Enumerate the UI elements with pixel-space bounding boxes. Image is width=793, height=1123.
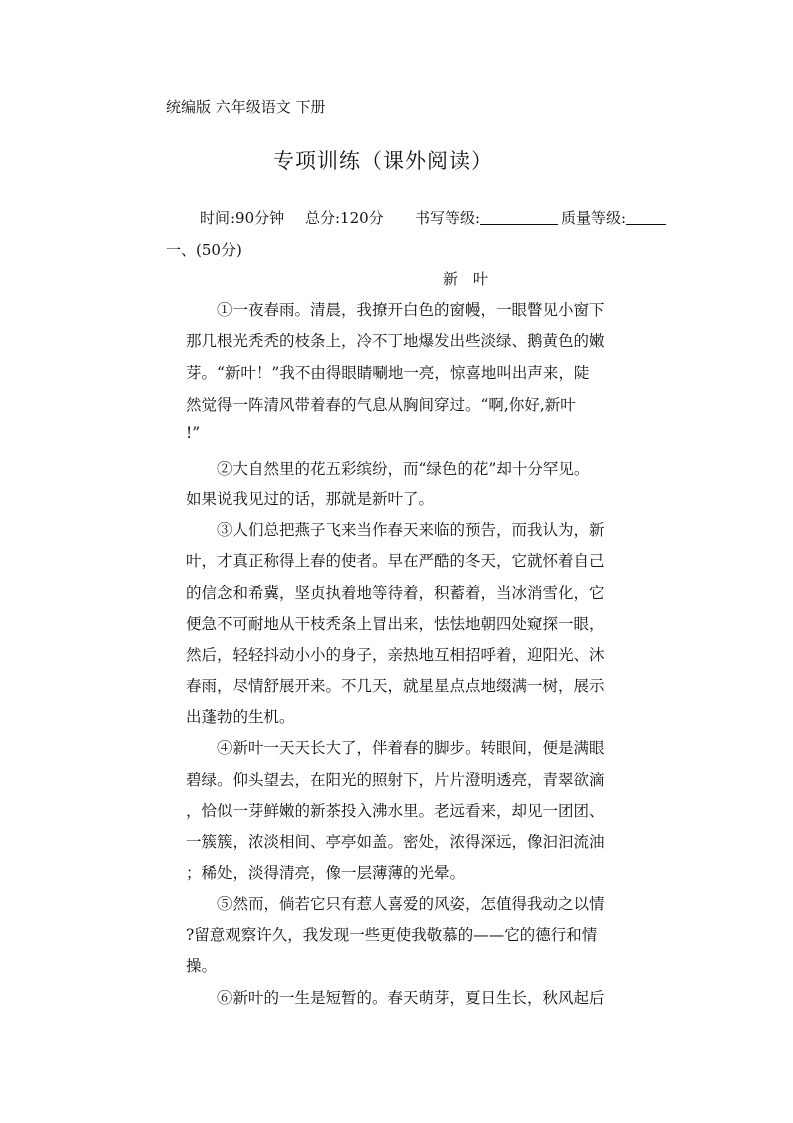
passage-line: ⑤然而，倘若它只有惹人喜爱的风姿，怎值得我动之以情: [186, 895, 605, 913]
passage-line: 然后，轻轻抖动小小的身子，亲热地互相招呼着，迎阳光、沐: [186, 646, 605, 664]
section-heading: 一、(50分): [166, 241, 242, 259]
passage-line: 操。: [186, 957, 218, 975]
quality-grade-label: 质量等级:: [561, 209, 627, 227]
passage-line: ，恰似一芽鲜嫩的新茶投入沸水里。老远看来，却见一团团、: [186, 802, 605, 820]
passage-line: 那几根光秃秃的枝条上，冷不丁地爆发出些淡绿、鹅黄色的嫩: [186, 332, 605, 350]
passage-line: !”: [186, 424, 201, 442]
passage-title: 新 叶: [443, 270, 489, 288]
writing-grade: [415, 207, 558, 228]
total-score: 总分:120分: [305, 209, 384, 227]
passage-line: 芽。“新叶！”我不由得眼睛唰地一亮，惊喜地叫出声来，陡: [186, 364, 590, 382]
document-header: 统编版 六年级语文 下册: [166, 98, 326, 116]
passage-line: ①一夜春雨。清晨，我撩开白色的窗幔，一眼瞥见小窗下: [186, 301, 605, 319]
passage-line: 出蓬勃的生机。: [186, 708, 295, 726]
time-limit: 时间:90分钟: [200, 209, 285, 227]
page-title: 专项训练（课外阅读）: [273, 149, 493, 173]
passage-line: ；稀处，淡得清亮，像一层薄薄的光晕。: [186, 864, 466, 882]
passage-line: 然觉得一阵清风带着春的气息从胸间穿过。“啊,你好,新叶: [186, 396, 576, 414]
passage-line: ⑥新叶的一生是短暂的。春天萌芽，夏日生长，秋风起后: [186, 989, 605, 1007]
passage-line: ②大自然里的花五彩缤纷，而“绿色的花”却十分罕见。: [186, 460, 590, 478]
passage-line: ③人们总把燕子飞来当作春天来临的预告，而我认为，新: [186, 521, 605, 539]
writing-grade-label: 书写等级:: [415, 209, 481, 227]
passage-line: 一簇簇，浓淡相间、亭亭如盖。密处，浓得深远，像汩汩流油: [186, 833, 605, 851]
writing-grade-blank[interactable]: [480, 208, 558, 225]
passage-line: 碧绿。仰头望去，在阳光的照射下，片片澄明透亮，青翠欲滴: [186, 771, 605, 789]
passage-line: 便急不可耐地从干枝秃条上冒出来，怯怯地朝四处窥探一眼，: [186, 615, 605, 633]
quality-grade: [561, 207, 666, 228]
passage-line: 春雨，尽情舒展开来。不几天，就星星点点地缀满一树，展示: [186, 677, 605, 695]
passage-line: 叶，才真正称得上春的使者。早在严酷的冬天，它就怀着自己: [186, 552, 605, 570]
passage-line: ④新叶一天天长大了，伴着春的脚步。转眼间，便是满眼: [186, 739, 605, 757]
quality-grade-blank[interactable]: [626, 208, 666, 225]
passage-line: ?留意观察许久，我发现一些更使我敬慕的——它的德行和情: [186, 926, 598, 944]
passage-line: 的信念和希冀，坚贞执着地等待着，积蓄着，当冰消雪化，它: [186, 584, 605, 602]
passage-line: 如果说我见过的话，那就是新叶了。: [186, 490, 435, 508]
